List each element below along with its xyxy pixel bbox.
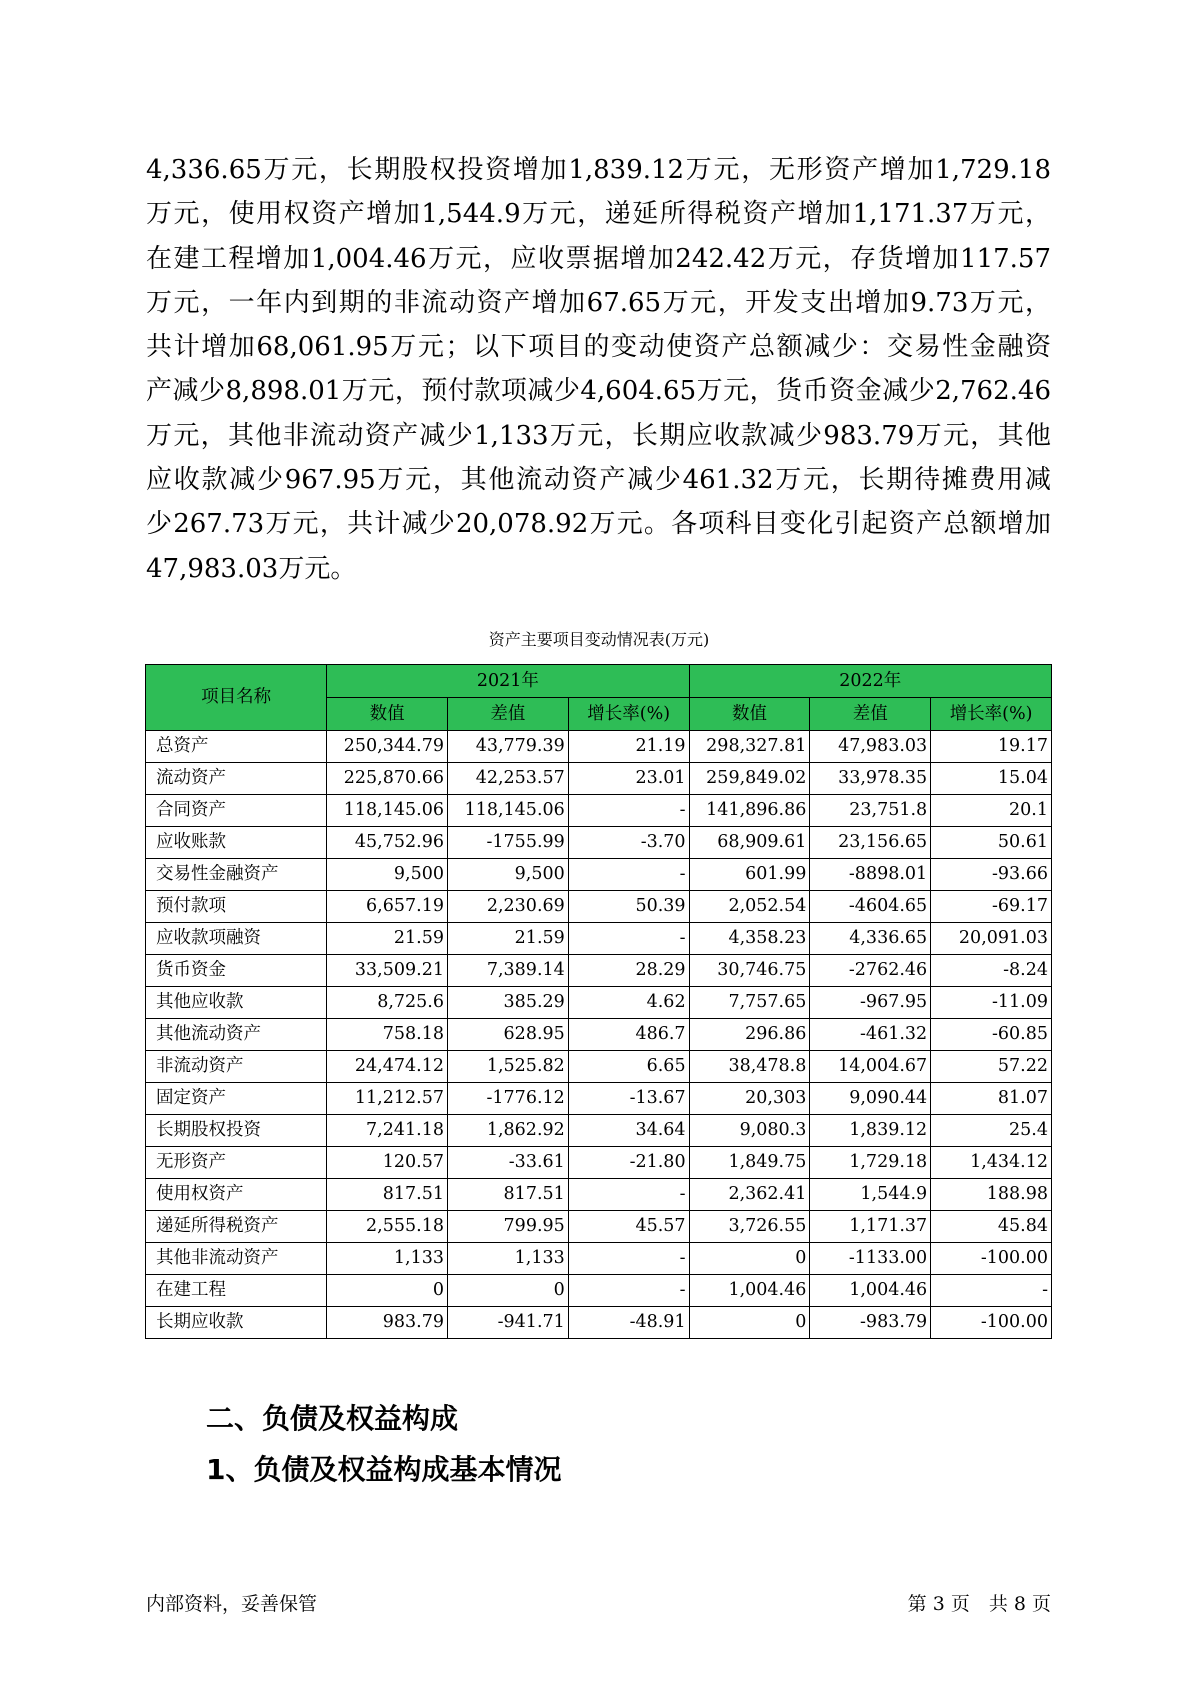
cell-value-2022: 3,726.55 [689,1211,810,1243]
cell-item-name: 其他流动资产 [146,1019,327,1051]
table-row [146,795,1052,827]
cell-value-2021: 817.51 [327,1179,448,1211]
cell-diff-2021: 1,862.92 [447,1115,568,1147]
table-caption: 资产主要项目变动情况表(万元) [488,630,710,649]
table-row [146,891,1052,923]
cell-value-2021: 250,344.79 [327,731,448,763]
cell-item-name: 在建工程 [146,1275,327,1307]
cell-item-name: 总资产 [146,731,327,763]
cell-value-2022: 68,909.61 [689,827,810,859]
table-row [146,859,1052,891]
table-row [146,955,1052,987]
subsection-heading: 1、负债及权益构成基本情况 [206,1453,562,1486]
cell-growth-2022: - [931,1275,1052,1307]
table-row [146,763,1052,795]
cell-item-name: 合同资产 [146,795,327,827]
cell-diff-2021: 1,133 [447,1243,568,1275]
table-row [146,1051,1052,1083]
header-diff-2021: 差值 [447,698,568,731]
cell-growth-2021: 6.65 [568,1051,689,1083]
table-row [146,923,1052,955]
cell-value-2021: 9,500 [327,859,448,891]
cell-growth-2022: -8.24 [931,955,1052,987]
cell-diff-2022: -4604.65 [810,891,931,923]
cell-growth-2022: 45.84 [931,1211,1052,1243]
cell-diff-2021: 42,253.57 [447,763,568,795]
paragraph-line: 万元，其他非流动资产减少1,133万元，长期应收款减少983.79万元，其他 [146,420,1051,451]
cell-value-2022: 298,327.81 [689,731,810,763]
cell-diff-2021: -33.61 [447,1147,568,1179]
cell-growth-2021: - [568,859,689,891]
table-row [146,1211,1052,1243]
paragraph-line: 47,983.03万元。 [146,553,357,584]
cell-value-2022: 296.86 [689,1019,810,1051]
cell-growth-2022: 20.1 [931,795,1052,827]
cell-growth-2021: 28.29 [568,955,689,987]
cell-value-2022: 141,896.86 [689,795,810,827]
cell-diff-2022: 33,978.35 [810,763,931,795]
header-value-2022: 数值 [689,698,810,731]
table-row [146,1083,1052,1115]
table-row [146,987,1052,1019]
cell-growth-2021: 21.19 [568,731,689,763]
cell-item-name: 无形资产 [146,1147,327,1179]
table-row [146,1307,1052,1339]
cell-diff-2021: 385.29 [447,987,568,1019]
header-diff-2022: 差值 [810,698,931,731]
cell-value-2022: 0 [689,1307,810,1339]
cell-growth-2021: - [568,1275,689,1307]
section-heading: 二、负债及权益构成 [206,1402,459,1435]
cell-diff-2022: 14,004.67 [810,1051,931,1083]
header-value-2021: 数值 [327,698,448,731]
cell-growth-2022: 188.98 [931,1179,1052,1211]
cell-growth-2022: -69.17 [931,891,1052,923]
cell-diff-2022: -1133.00 [810,1243,931,1275]
cell-growth-2022: -93.66 [931,859,1052,891]
header-growth-2021: 增长率(%) [568,698,689,731]
cell-diff-2021: 43,779.39 [447,731,568,763]
cell-item-name: 长期应收款 [146,1307,327,1339]
cell-diff-2022: -461.32 [810,1019,931,1051]
table-row [146,1179,1052,1211]
cell-diff-2021: 118,145.06 [447,795,568,827]
cell-growth-2022: -100.00 [931,1307,1052,1339]
cell-item-name: 非流动资产 [146,1051,327,1083]
cell-value-2021: 225,870.66 [327,763,448,795]
cell-item-name: 流动资产 [146,763,327,795]
cell-growth-2022: 15.04 [931,763,1052,795]
paragraph-line: 共计增加68,061.95万元；以下项目的变动使资产总额减少：交易性金融资 [146,332,1051,363]
cell-growth-2022: 57.22 [931,1051,1052,1083]
cell-item-name: 其他非流动资产 [146,1243,327,1275]
cell-value-2021: 8,725.6 [327,987,448,1019]
paragraph-line: 万元，一年内到期的非流动资产增加67.65万元，开发支出增加9.73万元， [146,287,1051,318]
cell-value-2022: 4,358.23 [689,923,810,955]
cell-diff-2021: 7,389.14 [447,955,568,987]
table-row [146,827,1052,859]
cell-diff-2022: 1,171.37 [810,1211,931,1243]
cell-value-2021: 24,474.12 [327,1051,448,1083]
cell-diff-2021: 817.51 [447,1179,568,1211]
cell-value-2022: 9,080.3 [689,1115,810,1147]
cell-diff-2022: 4,336.65 [810,923,931,955]
cell-value-2022: 259,849.02 [689,763,810,795]
cell-item-name: 交易性金融资产 [146,859,327,891]
cell-growth-2022: 19.17 [931,731,1052,763]
cell-growth-2021: 34.64 [568,1115,689,1147]
cell-diff-2022: -8898.01 [810,859,931,891]
cell-diff-2022: -983.79 [810,1307,931,1339]
table-row [146,1147,1052,1179]
cell-growth-2022: 50.61 [931,827,1052,859]
cell-diff-2021: 1,525.82 [447,1051,568,1083]
cell-item-name: 货币资金 [146,955,327,987]
cell-value-2021: 0 [327,1275,448,1307]
cell-value-2021: 1,133 [327,1243,448,1275]
cell-diff-2021: -941.71 [447,1307,568,1339]
cell-diff-2021: 9,500 [447,859,568,891]
header-item-name: 项目名称 [146,665,327,731]
cell-growth-2021: -13.67 [568,1083,689,1115]
cell-diff-2021: 0 [447,1275,568,1307]
paragraph-line: 在建工程增加1,004.46万元，应收票据增加242.42万元，存货增加117.57 [146,243,1051,274]
cell-item-name: 使用权资产 [146,1179,327,1211]
body-paragraph [146,148,1051,591]
cell-growth-2022: 81.07 [931,1083,1052,1115]
cell-growth-2021: - [568,795,689,827]
cell-growth-2021: - [568,1179,689,1211]
paragraph-line: 4,336.65万元，长期股权投资增加1,839.12万元，无形资产增加1,729.18 [146,155,1051,185]
assets-change-table [145,664,1052,1339]
table-row [146,1243,1052,1275]
header-growth-2022: 增长率(%) [931,698,1052,731]
cell-diff-2022: 23,156.65 [810,827,931,859]
cell-diff-2021: -1776.12 [447,1083,568,1115]
table-row [146,1115,1052,1147]
paragraph-line: 产减少8,898.01万元，预付款项减少4,604.65万元，货币资金减少2,762.46 [146,376,1051,407]
cell-growth-2022: 20,091.03 [931,923,1052,955]
cell-diff-2021: 628.95 [447,1019,568,1051]
cell-value-2022: 2,362.41 [689,1179,810,1211]
cell-item-name: 应收款项融资 [146,923,327,955]
footer-confidential-note: 内部资料，妥善保管 [146,1593,318,1615]
cell-value-2022: 20,303 [689,1083,810,1115]
cell-diff-2021: 21.59 [447,923,568,955]
cell-diff-2021: 799.95 [447,1211,568,1243]
paragraph-line: 应收款减少967.95万元，其他流动资产减少461.32万元，长期待摊费用减 [146,465,1051,496]
footer-page-number: 第 3 页 共 8 页 [907,1593,1051,1615]
table-row [146,1275,1052,1307]
cell-diff-2021: 2,230.69 [447,891,568,923]
cell-value-2021: 758.18 [327,1019,448,1051]
cell-value-2022: 2,052.54 [689,891,810,923]
cell-value-2021: 11,212.57 [327,1083,448,1115]
cell-growth-2022: -100.00 [931,1243,1052,1275]
table-row [146,1019,1052,1051]
cell-value-2021: 983.79 [327,1307,448,1339]
cell-value-2021: 45,752.96 [327,827,448,859]
cell-item-name: 其他应收款 [146,987,327,1019]
cell-growth-2021: -21.80 [568,1147,689,1179]
cell-value-2021: 6,657.19 [327,891,448,923]
cell-value-2021: 33,509.21 [327,955,448,987]
cell-growth-2021: 23.01 [568,763,689,795]
cell-growth-2021: - [568,923,689,955]
cell-value-2022: 1,004.46 [689,1275,810,1307]
cell-item-name: 递延所得税资产 [146,1211,327,1243]
cell-value-2021: 120.57 [327,1147,448,1179]
cell-diff-2022: 1,729.18 [810,1147,931,1179]
cell-diff-2022: 1,004.46 [810,1275,931,1307]
cell-item-name: 预付款项 [146,891,327,923]
cell-diff-2022: 23,751.8 [810,795,931,827]
cell-item-name: 应收账款 [146,827,327,859]
cell-diff-2022: 1,544.9 [810,1179,931,1211]
cell-value-2022: 1,849.75 [689,1147,810,1179]
table-row [146,731,1052,763]
cell-diff-2022: 47,983.03 [810,731,931,763]
cell-growth-2021: 4.62 [568,987,689,1019]
cell-growth-2022: -60.85 [931,1019,1052,1051]
cell-diff-2022: 9,090.44 [810,1083,931,1115]
cell-growth-2022: -11.09 [931,987,1052,1019]
cell-item-name: 长期股权投资 [146,1115,327,1147]
cell-growth-2021: 486.7 [568,1019,689,1051]
cell-growth-2022: 1,434.12 [931,1147,1052,1179]
cell-value-2022: 7,757.65 [689,987,810,1019]
cell-diff-2022: -2762.46 [810,955,931,987]
cell-item-name: 固定资产 [146,1083,327,1115]
cell-value-2022: 601.99 [689,859,810,891]
cell-growth-2021: -3.70 [568,827,689,859]
paragraph-line: 万元，使用权资产增加1,544.9万元，递延所得税资产增加1,171.37万元， [146,199,1051,230]
cell-diff-2022: -967.95 [810,987,931,1019]
cell-diff-2021: -1755.99 [447,827,568,859]
paragraph-line: 少267.73万元，共计减少20,078.92万元。各项科目变化引起资产总额增加 [146,509,1051,540]
cell-growth-2021: - [568,1243,689,1275]
cell-growth-2022: 25.4 [931,1115,1052,1147]
cell-value-2021: 2,555.18 [327,1211,448,1243]
cell-growth-2021: -48.91 [568,1307,689,1339]
cell-value-2022: 38,478.8 [689,1051,810,1083]
cell-value-2021: 21.59 [327,923,448,955]
cell-value-2022: 0 [689,1243,810,1275]
header-year-2022: 2022年 [689,665,1051,698]
header-year-2021: 2021年 [327,665,689,698]
cell-value-2021: 7,241.18 [327,1115,448,1147]
cell-diff-2022: 1,839.12 [810,1115,931,1147]
cell-value-2022: 30,746.75 [689,955,810,987]
cell-growth-2021: 45.57 [568,1211,689,1243]
cell-value-2021: 118,145.06 [327,795,448,827]
cell-growth-2021: 50.39 [568,891,689,923]
